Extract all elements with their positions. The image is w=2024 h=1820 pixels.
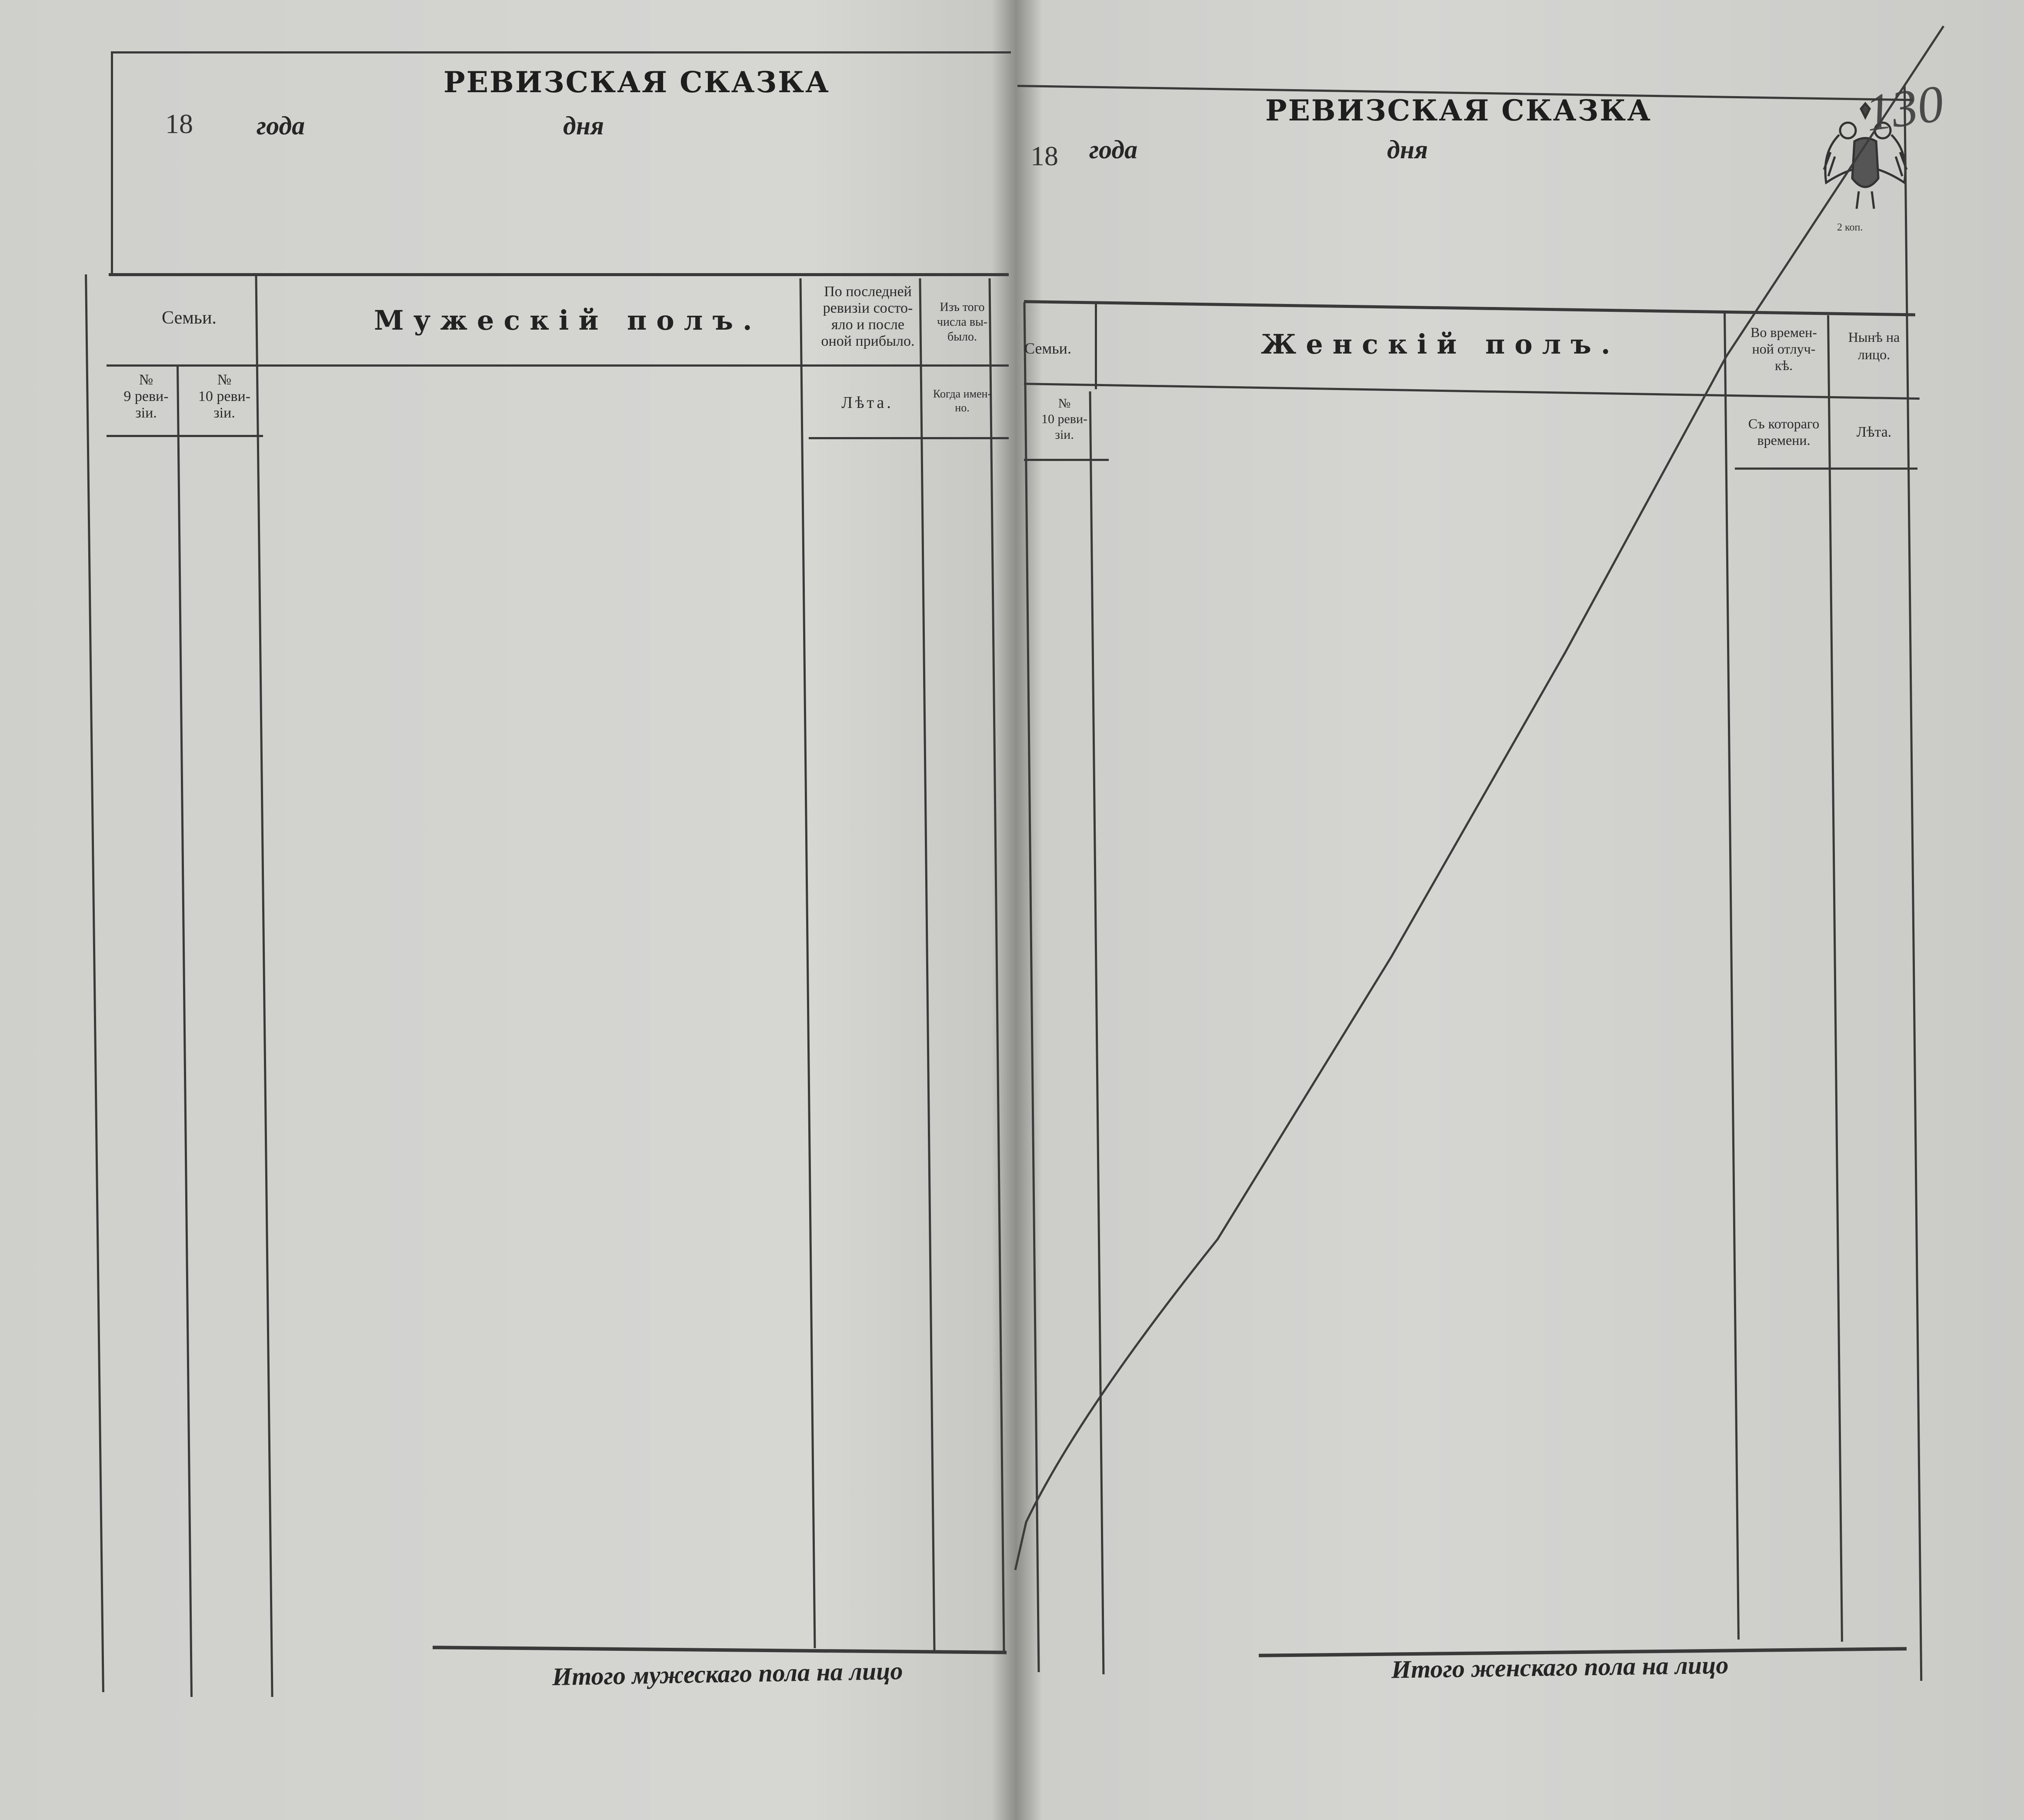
page-number-mark: 130	[1861, 74, 1947, 142]
left-rev10-header: № 10 реви- зіи.	[198, 372, 251, 421]
right-temp-absence-header: Во времен- ной отлуч- кѣ.	[1751, 324, 1817, 373]
right-year-prefix: 18	[1030, 140, 1058, 171]
left-day-label: дня	[563, 111, 604, 140]
right-families-header: Семьи.	[1024, 340, 1071, 357]
left-last-revision-header: По последней ревизіи состо- яло и после оной прибыло.	[821, 284, 915, 349]
left-rev9-header: № 9 реви- зіи.	[123, 372, 169, 421]
left-families-header: Семьи.	[162, 308, 217, 328]
left-when-header: Когда имен- но.	[933, 387, 992, 414]
left-year-label: года	[257, 111, 305, 140]
right-day-label: дня	[1387, 135, 1428, 164]
right-present-header: Нынѣ на лицо.	[1848, 329, 1900, 362]
left-page-title: РЕВИЗСКАЯ СКАЗКА	[443, 65, 830, 99]
right-since-header: Съ котораго времени.	[1748, 416, 1820, 448]
right-section-title: Женскій полъ.	[1261, 328, 1620, 360]
emblem-caption: 2 коп.	[1837, 222, 1863, 233]
left-of-those-header: Изъ того числа вы- было.	[937, 301, 988, 344]
right-rev10-header: № 10 реви- зіи.	[1041, 396, 1088, 442]
right-years-header: Лѣта.	[1856, 424, 1892, 440]
left-section-title: Мужескій полъ.	[374, 304, 762, 336]
right-page-title: РЕВИЗСКАЯ СКАЗКА	[1265, 94, 1652, 127]
left-years-header: Лѣта.	[841, 394, 894, 412]
right-total-label: Итого женскаго пола на лицо	[1391, 1650, 1729, 1684]
right-year-label: года	[1089, 135, 1138, 164]
left-total-label: Итого мужескаго пола на лицо	[552, 1656, 904, 1691]
left-year-prefix: 18	[165, 108, 193, 139]
